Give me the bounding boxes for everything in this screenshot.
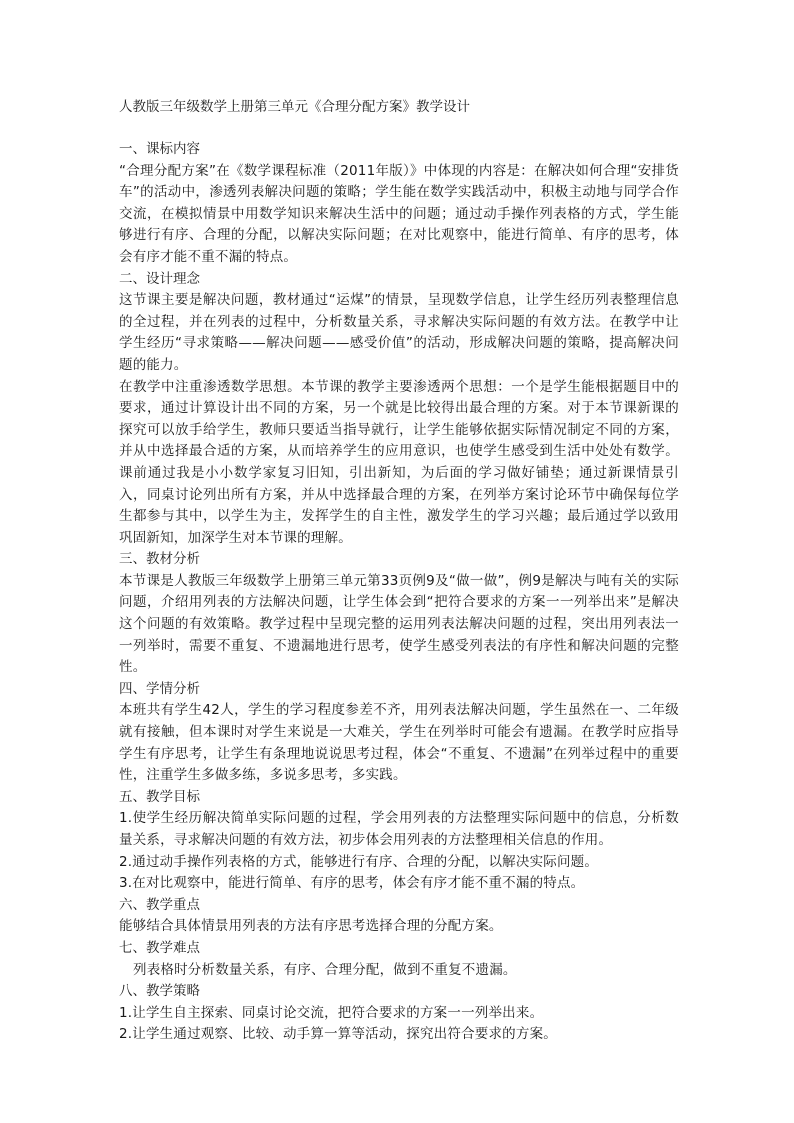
section-heading: 五、教学目标 [119,788,200,805]
paragraph: 列表格时分析数量关系，有序、合理分配，做到不重复不遗漏。 [133,961,517,978]
section-curriculum-standard [119,139,679,269]
section-student-analysis [119,679,679,787]
section-textbook-analysis [119,549,679,679]
strategy-item: 2.让学生通过观察、比较、动手算一算等活动，探究出符合要求的方案。 [119,1026,557,1043]
strategy-item: 1.让学生自主探索、同桌讨论交流，把符合要求的方案一一列举出来。 [119,1004,544,1021]
section-teaching-strategy [119,981,679,1046]
section-teaching-goals [119,787,679,895]
paragraph: 本班共有学生42人，学生的学习程度参差不齐，用列表法解决问题，学生虽然在一、二年级就有接触，但本课时对学生来说是一大难关，学生在列举时可能会有遗漏。在教学时应指导学生有序思考，让学生有条理地说说思考过程，体会“不重复、不遗漏”在列举过程中的重要性，注重学生多做多练，多说多思考，多实践。 [119,702,679,784]
section-heading: 七、教学难点 [119,939,200,956]
section-heading: 二、设计理念 [119,270,200,287]
section-heading: 三、教材分析 [119,551,200,568]
document-title: 人教版三年级数学上册第三单元《合理分配方案》教学设计 [119,99,470,115]
section-heading: 四、学情分析 [119,680,200,697]
paragraph: 本节课是人教版三年级数学上册第三单元第33页例9及“做一做”，例9是解决与吨有关的实际问题，介绍用列表的方法解决问题，让学生体会到“把符合要求的方案一一列举出来”是解决这个问题的有效策略。教学过程中呈现完整的运用列表法解决问题的过程，突出用列表法一一列举时，需要不重复、不遗漏地进行思考，使学生感受列表法的有序性和解决问题的完整性。 [119,572,679,676]
paragraph: 能够结合具体情景用列表的方法有序思考选择合理的分配方案。 [119,918,503,935]
section-heading: 六、教学重点 [119,896,200,913]
document-page [119,97,679,1046]
section-key-points [119,895,679,938]
paragraph: 在教学中注重渗透数学思想。本节课的教学主要渗透两个思想：一个是学生能根据题目中的要求，通过计算设计出不同的方案，另一个就是比较得出最合理的方案。对于本节课新课的探究可以放手给学生，教师只要适当指导就行，让学生能够依据实际情况制定不同的方案，并从中选择最合适的方案，从而培养学生的应用意识，也使学生感受到生活中处处有数学。课前通过我是小小数学家复习旧知，引出新知，为后面的学习做好铺垫；通过新课情景引入，同桌讨论列出所有方案，并从中选择最合理的方案，在列举方案讨论环节中确保每位学生都参与其中，以学生为主，发挥学生的自主性，激发学生的学习兴趣；最后通过学以致用巩固新知，加深学生对本节课的理解。 [119,378,679,546]
goal-item: 1.使学生经历解决简单实际问题的过程，学会用列表的方法整理实际问题中的信息，分析数量关系，寻求解决问题的有效方法，初步体会用列表的方法整理相关信息的作用。 [119,810,679,848]
paragraph: “合理分配方案”在《数学课程标准（2011年版）》中体现的内容是：在解决如何合理“安排货车”的活动中，渗透列表解决问题的策略；学生能在数学实践活动中，积极主动地与同学合作交流，在模拟情景中用数学知识来解决生活中的问题；通过动手操作列表格的方式，学生能够进行有序、合理的分配，以解决实际问题；在对比观察中，能进行简单、有序的思考，体会有序才能不重不漏的特点。 [119,162,679,265]
section-heading: 一、课标内容 [119,141,200,157]
paragraph: 这节课主要是解决问题，教材通过“运煤”的情景，呈现数学信息，让学生经历列表整理信息的全过程，并在列表的过程中，分析数量关系，寻求解决实际问题的有效方法。在教学中让学生经历“寻求策略——解决问题——感受价值”的活动，形成解决问题的策略，提高解决问题的能力。 [119,292,679,373]
goal-item: 2.通过动手操作列表格的方式，能够进行有序、合理的分配，以解决实际问题。 [119,853,599,870]
goal-item: 3.在对比观察中，能进行简单、有序的思考，体会有序才能不重不漏的特点。 [119,875,585,892]
section-design-concept [119,269,679,550]
section-heading: 八、教学策略 [119,983,200,1000]
section-difficulties [119,938,679,981]
